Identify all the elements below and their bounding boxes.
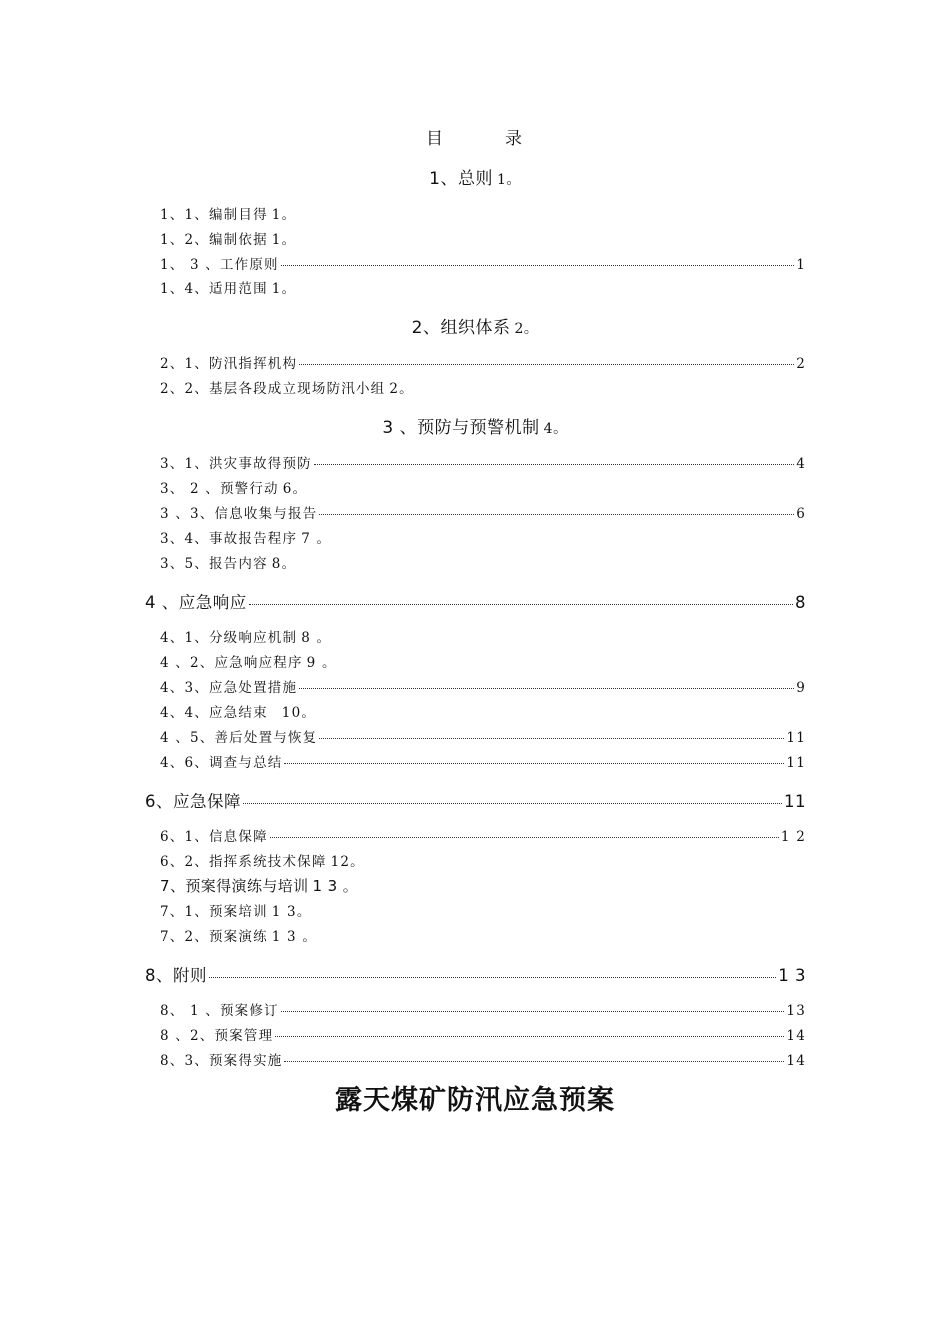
toc-entry-3-2[interactable] — [160, 477, 806, 497]
toc-entry-page: 11 — [786, 730, 806, 746]
toc-entry-label: 4、6、调查与总结 — [160, 755, 283, 771]
toc-entry-page: 14 — [786, 1053, 806, 1069]
toc-entry-page: 8 — [795, 593, 806, 612]
toc-entry-label: 3、4、事故报告程序 — [160, 531, 298, 547]
dot-leader — [284, 1061, 784, 1062]
toc-entry-label: 6、2、指挥系统技术保障 — [160, 854, 327, 870]
toc-entry-page: 1 3。 — [271, 904, 312, 920]
toc-entry-3-1[interactable] — [160, 452, 806, 472]
toc-entry-label: 1、总则 — [429, 169, 493, 189]
toc-entry-label: 4 、应急响应 — [145, 593, 247, 612]
toc-entry-page: 4 — [796, 456, 806, 472]
toc-entry-page: 1 3 。 — [271, 929, 318, 945]
dot-leader — [275, 1036, 784, 1037]
toc-entry-1-1[interactable] — [160, 203, 806, 223]
dot-leader — [281, 265, 794, 266]
dot-leader — [209, 977, 776, 978]
toc-entry-label: 8、 1 、预案修订 — [160, 1003, 279, 1019]
toc-entry-label: 3、5、报告内容 — [160, 556, 268, 572]
toc-entry-page: 1。 — [271, 207, 297, 223]
toc-entry-label: 1、4、适用范围 — [160, 281, 268, 297]
toc-entry-4-1[interactable] — [160, 626, 806, 646]
toc-entry-page: 1。 — [271, 281, 297, 297]
toc-entry-label: 2、2、基层各段成立现场防汛小组 — [160, 381, 386, 397]
toc-entry-page: 6 — [796, 506, 806, 522]
toc-heading-right: 录 — [505, 129, 524, 149]
toc-entry-page: 11 — [786, 755, 806, 771]
toc-entry-label: 3 、预防与预警机制 — [382, 418, 540, 438]
toc-entry-7-2[interactable] — [160, 925, 806, 945]
toc-entry-page: 10。 — [281, 705, 317, 721]
toc-entry-1-3[interactable] — [160, 253, 806, 273]
toc-heading — [0, 124, 950, 149]
toc-entry-3-3[interactable] — [160, 502, 806, 522]
dot-leader — [243, 803, 782, 804]
toc-entry-label: 6、1、信息保障 — [160, 829, 268, 845]
toc-entry-label: 4、1、分级响应机制 — [160, 630, 298, 646]
toc-entry-1-4[interactable] — [160, 277, 806, 297]
dot-leader — [314, 464, 794, 465]
toc-entry-page: 14 — [786, 1028, 806, 1044]
toc-entry-page: 13 — [786, 1003, 806, 1019]
dot-leader — [319, 738, 784, 739]
toc-entry-label: 2、组织体系 — [411, 318, 511, 338]
toc-entry-8-3[interactable] — [160, 1049, 806, 1069]
toc-entry-label: 8、3、预案得实施 — [160, 1053, 283, 1069]
toc-entry-4-3[interactable] — [160, 676, 806, 696]
toc-entry-chapter-8[interactable] — [145, 962, 806, 986]
toc-entry-page: 1 3 — [778, 966, 806, 985]
toc-entry-chapter-3[interactable] — [0, 413, 950, 438]
toc-entry-chapter-7[interactable] — [160, 875, 806, 896]
toc-entry-1-2[interactable] — [160, 228, 806, 248]
toc-entry-page: 8。 — [271, 556, 297, 572]
toc-entry-label: 4 、2、应急响应程序 — [160, 655, 303, 671]
toc-entry-label: 7、2、预案演练 — [160, 929, 268, 945]
toc-entry-chapter-2[interactable] — [0, 313, 950, 338]
toc-entry-page: 1 3 。 — [312, 877, 359, 895]
toc-entry-8-1[interactable] — [160, 999, 806, 1019]
dot-leader — [281, 1011, 785, 1012]
toc-entry-page: 7 。 — [301, 531, 332, 547]
toc-entry-page: 8 。 — [301, 630, 332, 646]
toc-entry-label: 3、1、洪灾事故得预防 — [160, 456, 312, 472]
toc-entry-page: 6。 — [282, 481, 308, 497]
toc-entry-label: 4、4、应急结束 — [160, 705, 268, 721]
toc-entry-4-5[interactable] — [160, 726, 806, 746]
toc-entry-page: 1。 — [496, 172, 521, 188]
toc-entry-page: 4。 — [543, 421, 568, 437]
dot-leader — [319, 514, 794, 515]
toc-entry-page: 1 — [796, 257, 806, 273]
dot-leader — [284, 763, 784, 764]
toc-entry-2-2[interactable] — [160, 377, 806, 397]
toc-entry-label: 4 、5、善后处置与恢复 — [160, 730, 318, 746]
toc-entry-label: 3 、3、信息收集与报告 — [160, 506, 318, 522]
toc-entry-4-4[interactable] — [160, 701, 806, 721]
toc-entry-label: 1、2、编制依据 — [160, 232, 268, 248]
toc-entry-3-5[interactable] — [160, 552, 806, 572]
toc-entry-2-1[interactable] — [160, 352, 806, 372]
toc-entry-6-2[interactable] — [160, 850, 806, 870]
dot-leader — [299, 688, 794, 689]
toc-entry-page: 2。 — [514, 321, 539, 337]
toc-entry-3-4[interactable] — [160, 527, 806, 547]
toc-entry-chapter-6[interactable] — [145, 788, 806, 812]
toc-entry-page: 1。 — [271, 232, 297, 248]
toc-entry-page: 9 — [796, 680, 806, 696]
toc-entry-label: 8 、2、预案管理 — [160, 1028, 274, 1044]
toc-entry-page: 2 — [796, 356, 806, 372]
dot-leader — [249, 604, 793, 605]
toc-entry-label: 1、1、编制目得 — [160, 207, 268, 223]
toc-entry-label: 7、1、预案培训 — [160, 904, 268, 920]
toc-heading-left: 目 — [426, 129, 445, 149]
toc-entry-label: 8、附则 — [145, 966, 207, 985]
dot-leader — [270, 837, 779, 838]
toc-entry-page: 9 。 — [306, 655, 337, 671]
toc-entry-4-2[interactable] — [160, 651, 806, 671]
toc-entry-label: 7、预案得演练与培训 — [160, 877, 309, 895]
toc-entry-7-1[interactable] — [160, 900, 806, 920]
document-title: 露天煤矿防汛应急预案 — [335, 1085, 615, 1116]
toc-entry-page: 2。 — [389, 381, 414, 397]
toc-entry-page: 12。 — [330, 854, 365, 870]
toc-entry-page: 11 — [784, 792, 806, 811]
dot-leader — [299, 364, 794, 365]
toc-entry-page: 1 2 — [780, 829, 806, 845]
toc-entry-label: 2、1、防汛指挥机构 — [160, 356, 298, 372]
toc-entry-6-1[interactable] — [160, 825, 806, 845]
toc-entry-label: 1、 3 、工作原则 — [160, 257, 279, 273]
toc-entry-label: 4、3、应急处置措施 — [160, 680, 298, 696]
toc-entry-label: 6、应急保障 — [145, 792, 241, 811]
toc-entry-chapter-4[interactable] — [145, 589, 806, 613]
toc-entry-chapter-1[interactable] — [0, 164, 950, 189]
toc-entry-label: 3、 2 、预警行动 — [160, 481, 279, 497]
toc-entry-4-6[interactable] — [160, 751, 806, 771]
toc-entry-8-2[interactable] — [160, 1024, 806, 1044]
